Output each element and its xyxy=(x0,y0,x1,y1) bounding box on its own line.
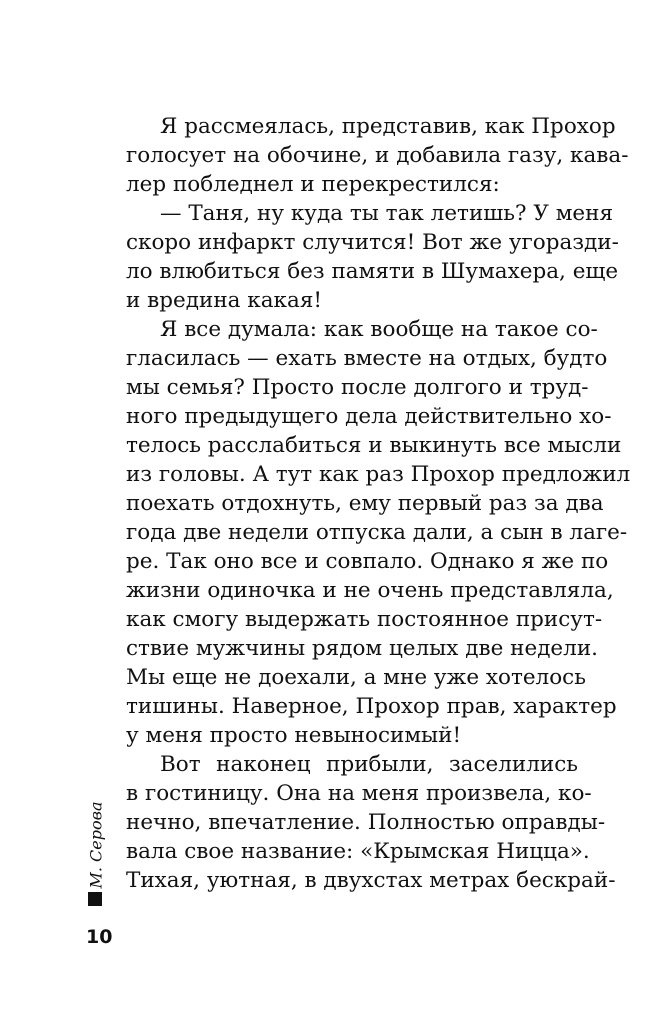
text-line: Я рассмеялась, представив, как Прохор xyxy=(160,114,616,139)
text-line: вала свое название: «Крымская Ницца». xyxy=(126,839,590,864)
text-line: Мы еще не доехали, а мне уже хотелось xyxy=(126,665,586,690)
running-head xyxy=(84,800,108,890)
text-line: мы семья? Просто после долгого и труд- xyxy=(126,375,589,400)
text-line: телось расслабиться и выкинуть все мысли xyxy=(126,433,622,458)
text-line: как смогу выдержать постоянное присут- xyxy=(126,607,603,632)
text-line: ло влюбиться без памяти в Шумахера, еще xyxy=(126,259,619,284)
author-name: М. Серова xyxy=(86,801,106,889)
text-line: и вредина какая! xyxy=(126,288,323,313)
text-line: — Таня, ну куда ты так летишь? У меня xyxy=(160,201,614,226)
text-line: жизни одиночка и не очень представляла, xyxy=(126,578,614,603)
text-line: ре. Так оно все и совпало. Однако я же по xyxy=(126,549,609,574)
text-line: Тихая, уютная, в двухстах метрах бескрай- xyxy=(126,868,616,893)
text-line: поехать отдохнуть, ему первый раз за два xyxy=(126,491,604,516)
text-line: года две недели отпуска дали, а сын в лаге- xyxy=(126,520,628,545)
section-marker xyxy=(88,892,102,906)
text-line: нечно, впечатление. Полностью оправды- xyxy=(126,810,606,835)
text-line: из головы. А тут как раз Прохор предложил xyxy=(126,462,631,487)
text-line: тишины. Наверное, Прохор прав, характер xyxy=(126,694,617,719)
text-line: скоро инфаркт случится! Вот же угоразди- xyxy=(126,230,619,255)
text-line: Я все думала: как вообще на такое со- xyxy=(160,317,598,342)
text-line: ного предыдущего дела действительно хо- xyxy=(126,404,612,429)
page-number: 10 xyxy=(86,926,113,948)
text-line: в гостиницу. Она на меня произвела, ко- xyxy=(126,781,592,806)
text-line: голосует на обочине, и добавила газу, кава- xyxy=(126,143,629,168)
text-line: Вот наконец прибыли, заселились xyxy=(160,752,578,777)
text-line: ствие мужчины рядом целых две недели. xyxy=(126,636,598,661)
text-line: лер побледнел и перекрестился: xyxy=(126,172,500,197)
body-text xyxy=(126,112,631,895)
text-line: у меня просто невыносимый! xyxy=(126,723,462,748)
text-line: гласилась — ехать вместе на отдых, будто xyxy=(126,346,608,371)
